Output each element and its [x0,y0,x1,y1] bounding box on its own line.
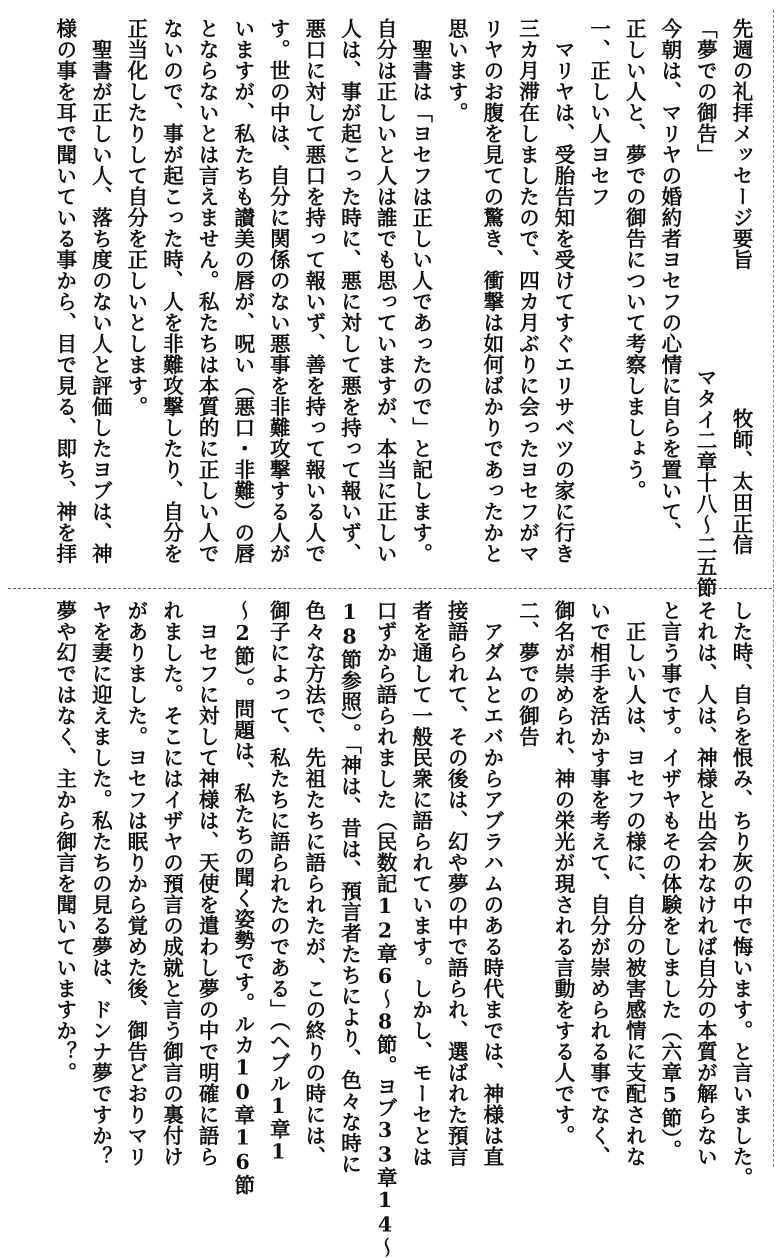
body-line: と言う事です。イザヤもその体験をしました（六章5節）。 [657,600,682,1161]
body-line: 正当化したりして自分を正しいとします。 [123,18,148,417]
body-line: ヤを妻に迎えました。私たちの見る夢は、ドンナ夢ですか？ [88,600,113,1167]
section-heading: 先週の礼拝メッセージ要旨 [729,18,753,270]
body-line: それは、人は、神様と出会わなければ自分の本質が解らない [693,600,718,1167]
body-line: いで相手を活かす事を考えて、自分が崇められる事でなく、 [586,600,611,1167]
body-line: マリヤは、受胎告知を受けてすぐエリサベツの家に行き [551,38,576,564]
body-line: 色々な方法で、先祖たちに語られたが、この終りの時には、 [301,600,326,1167]
body-line: 夢や幻ではなく、主から御言を聞いていますか？。 [52,600,77,1083]
sermon-title: 「夢での御告」 [693,18,718,165]
body-line: 悪口に対して悪口を持って報いず、善を持って報いる人で [301,18,326,564]
body-line: 三カ月滞在しましたので、四カ月ぶりに会ったヨセフがマ [515,18,540,564]
author-name: 牧師、太田正信 [729,407,753,555]
scripture-reference: マタイ二章十八〜二五節 [693,366,717,598]
body-line: した時、自らを恨み、ちり灰の中で悔います。と言いました。 [729,600,753,1188]
body-line: 御名が崇められ、神の栄光が現される言動をする人です。 [551,600,576,1146]
body-line: 者を通して一般民衆に語られています。しかし、モーセとは [408,600,433,1167]
body-line: 人は、事が起こった時に、悪に対して悪を持って報いず、 [337,18,362,564]
body-line: 接語られて、その後は、幻や夢の中で語られ、選ばれた預言 [444,600,469,1167]
body-line: ヨセフに対して神様は、天使を遣わし夢の中で明確に語ら [195,620,220,1167]
body-line: す。世の中は、自分に関係のない悪事を非難攻撃する人が [266,18,291,564]
body-line: 様の事を耳で聞いている事から、目で見る、即ち、神を拝 [52,18,77,564]
reference-column [682,18,722,598]
body-line: 聖書が正しい人、落ち度のない人と評価したヨブは、神 [88,38,113,564]
body-line: 聖書は「ヨセフは正しい人であったので」と記します。 [408,38,433,564]
section-divider [8,588,772,589]
body-line: 18節参照）。「神は、昔は、預言者たちにより、色々な時に [337,600,362,1175]
body-line: れました。そこにはイザヤの預言の成就と言う御言の裏付け [159,600,184,1167]
body-line: ないので、事が起こった時、人を非難攻撃したり、自分を [159,18,184,564]
top-section [8,18,758,598]
body-line: リヤのお腹を見ての驚き、衝撃は如何ばかりであったかと [479,18,504,564]
body-line: がありました。ヨセフは眠りから覚めた後、御告どおりマリ [123,600,148,1167]
body-line: 今朝は、マリヤの婚約者ヨセフの心情に自らを置いて、 [657,18,682,543]
body-line: いますが、私たちも讃美の唇が、呪い（悪口・非難）の唇 [230,18,255,564]
body-line: とならないとは言えません。私たちは本質的に正しい人で [195,18,220,564]
body-line: 自分は正しいと人は誰でも思っていますが、本当に正しい [373,18,398,564]
subheading: 一、正しい人ヨセフ [586,18,611,207]
body-line: アダムとエバからアブラハムのある時代までは、神様は直 [479,620,504,1167]
bottom-section [8,600,758,1258]
body-line: 口ずから語られました（民数記12章6〜8節。ヨブ33章14〜 [373,600,398,1258]
fold-line [773,10,774,1167]
body-line: 思います。 [444,18,469,123]
author-column [718,18,758,578]
body-line: 御子によって、私たちに語られたのである」（ヘブル1章1 [266,600,291,1164]
subheading: 二、夢での御告 [515,600,540,747]
body-line: 正しい人は、ヨセフの様に、自分の被害感情に支配されな [622,620,647,1167]
body-line: 〜2節）。問題は、私たちの聞く姿勢です。ルカ10章16節 [230,600,255,1196]
body-line: 正しい人と、夢での御告について考察しましょう。 [622,18,647,501]
